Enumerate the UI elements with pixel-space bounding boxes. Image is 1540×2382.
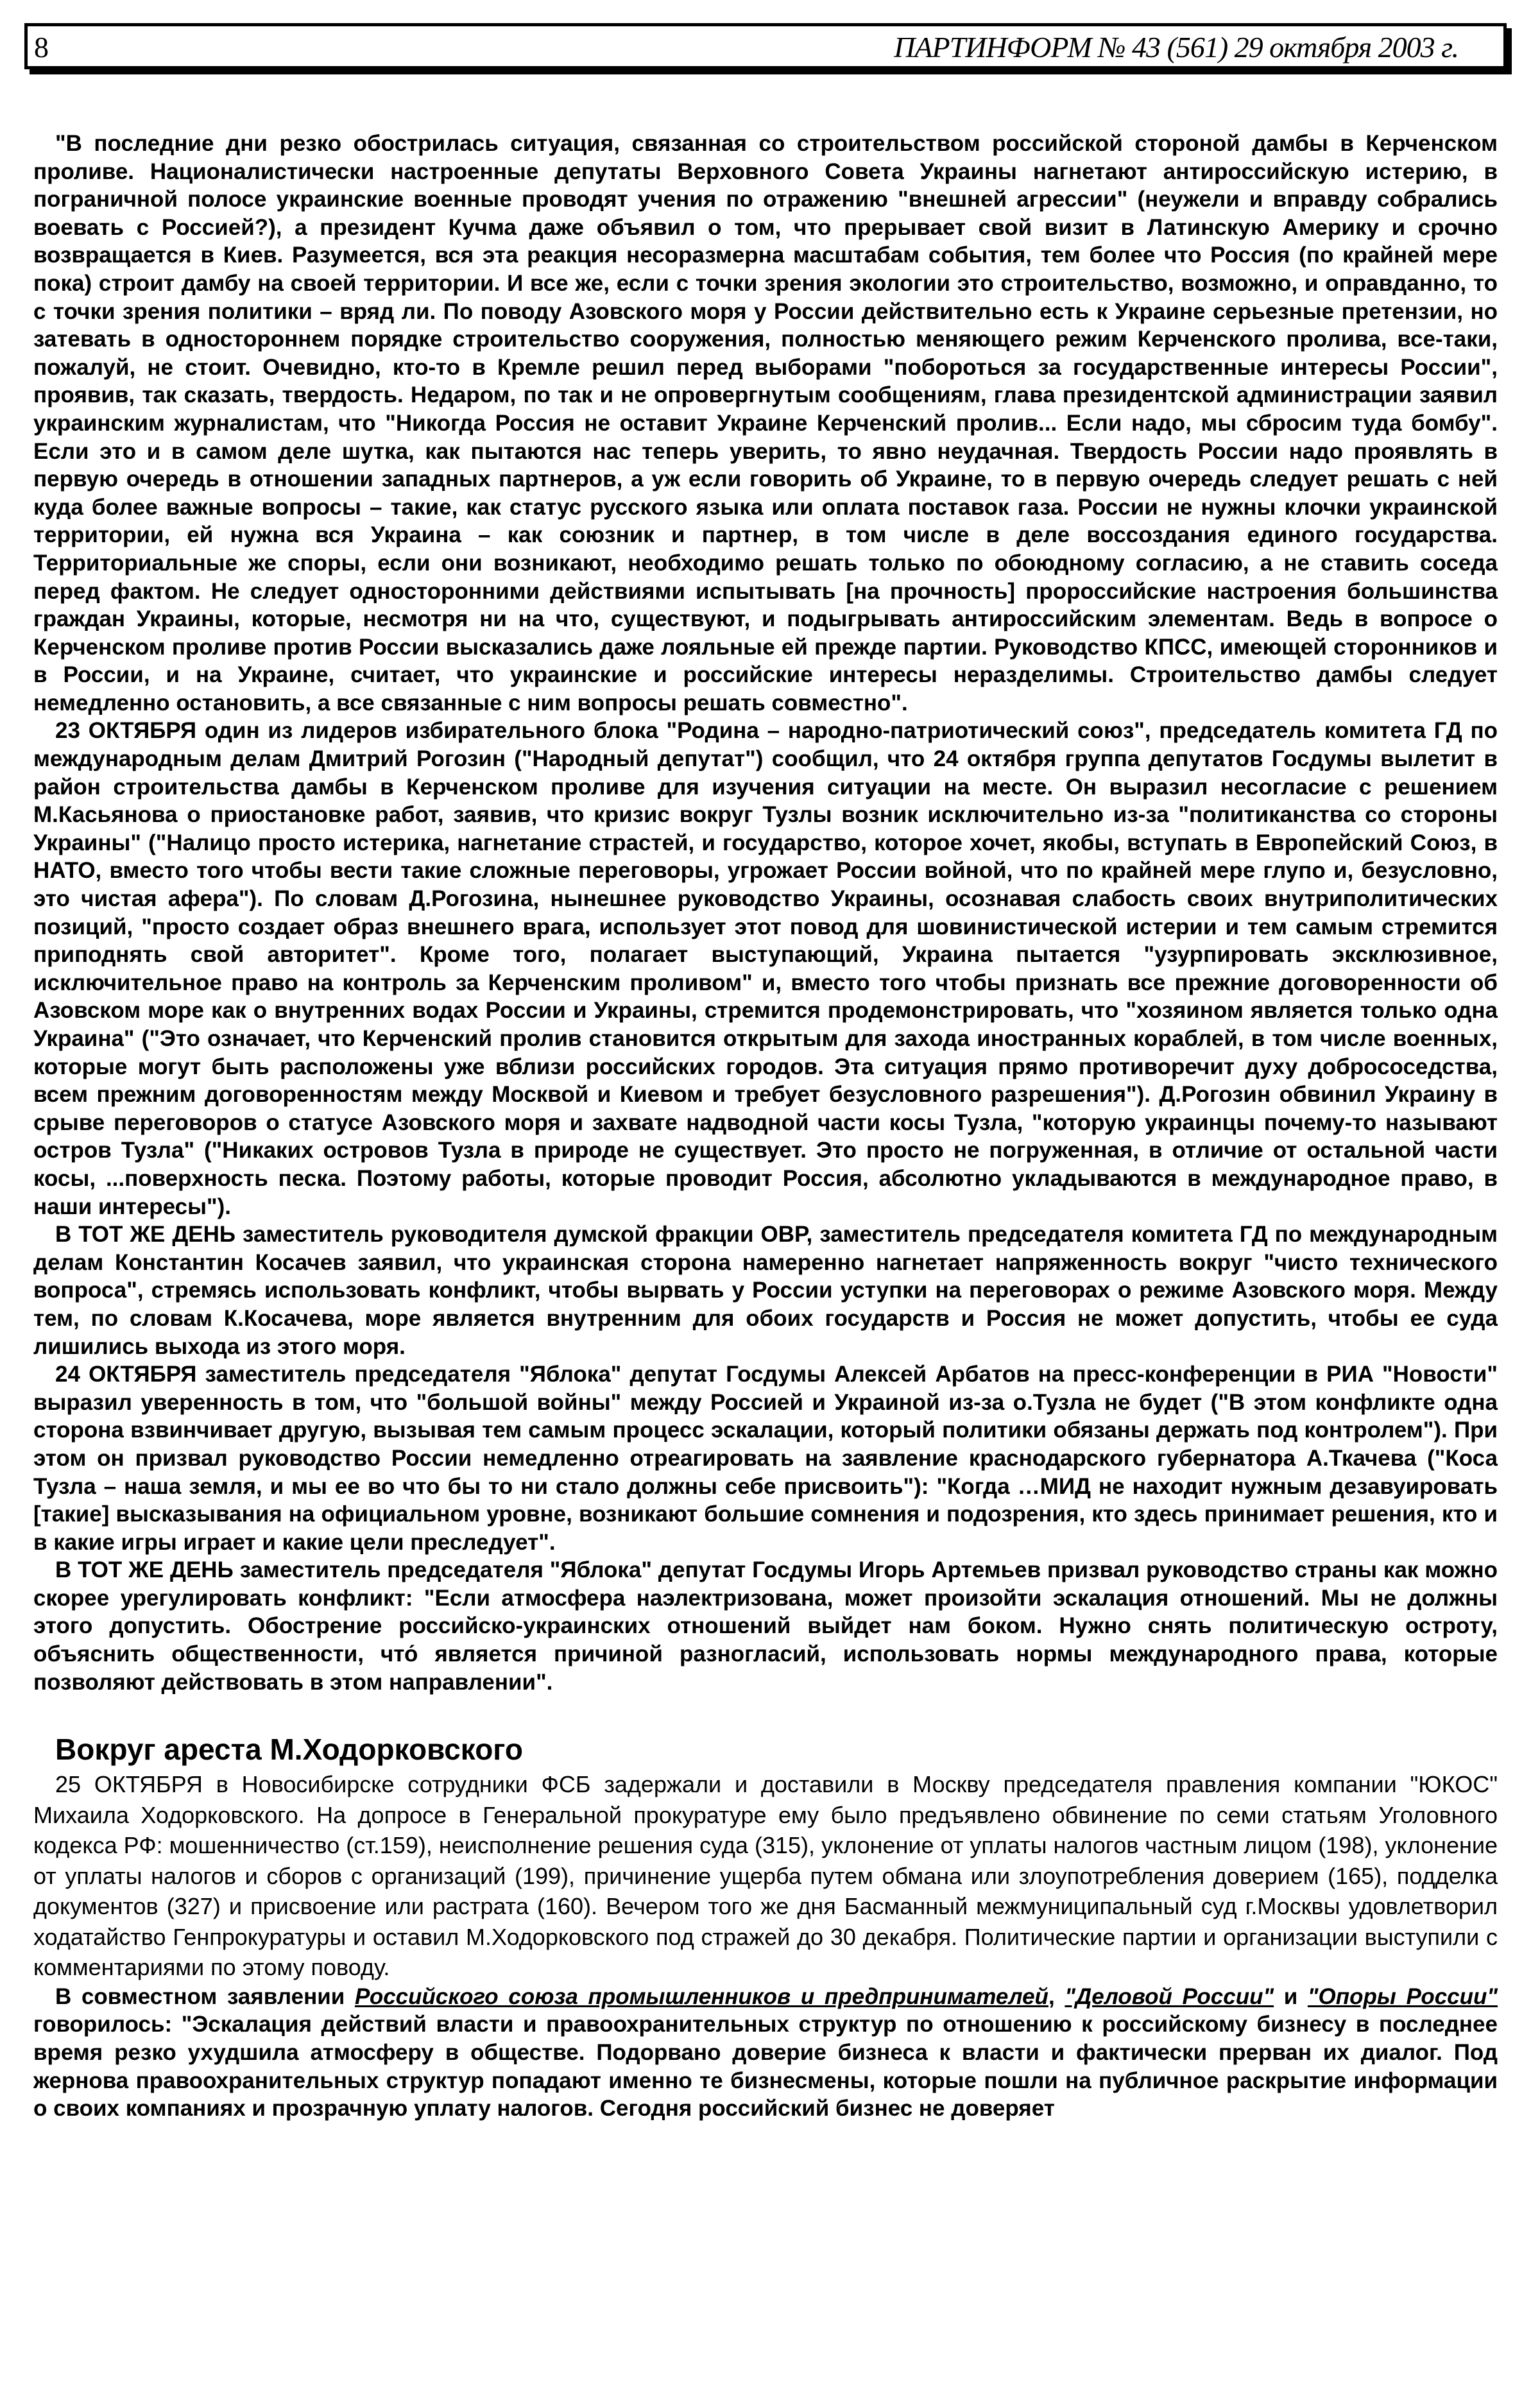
- tuzla-section: [33, 130, 1498, 1696]
- paragraph: 24 ОКТЯБРЯ заместитель председателя "Яблока" депутат Госдумы Алексей Арбатов на пресс-конференции в РИА "Новости" выразил уверенность в том, что "большой войны" между Россией и Украиной из-за о.Тузла не будет ("В этом конфликте одна сторона взвинчивает другую, вызывая тем самым процесс эскалации, который политики обязаны держать под контролем"). При этом он призвал руководство России немедленно отреагировать на заявление краснодарского губернатора А.Ткачева ("Коса Тузла – наша земля, и мы ее во что бы то ни стало должны себе присвоить"): "Когда …МИД не находит нужным дезавуировать [такие] высказывания на официальном уровне, возникают большие сомнения и подозрения, кто здесь принимает решения, кто и в какие игры играет и какие цели преследует".: [33, 1362, 1498, 1555]
- paragraph: "В последние дни резко обострилась ситуация, связанная со строительством российской стороной дамбы в Керченском проливе. Националистически настроенные депутаты Верховного Совета Украины нагнетают антироссийскую истерию, в пограничной полосе украинские военные проводят учения по отражению "внешней агрессии" (неужели и вправду собрались воевать с Россией?), а президент Кучма даже объявил о том, что прерывает свой визит в Латинскую Америку и срочно возвращается в Киев. Разумеется, вся эта реакция несоразмерна масштабам события, тем более что Россия (по крайней мере пока) строит дамбу на своей территории. И все же, если с точки зрения экологии это строительство, возможно, и оправданно, то с точки зрения политики – вряд ли. По поводу Азовского моря у России действительно есть к Украине серьезные претензии, но затевать в одностороннем порядке строительство сооружения, полностью меняющего режим Керченского пролива, все-таки, пожалуй, не стоит. Очевидно, кто-то в Кремле решил перед выборами "побороться за государственные интересы России", проявив, так сказать, твердость. Недаром, по так и не опровергнутым сообщениям, глава президентской администрации заявил украинским журналистам, что "Никогда Россия не оставит Украине Керченский пролив... Если надо, мы сбросим туда бомбу". Если это и в самом деле шутка, как пытаются нас теперь уверить, то явно неудачная. Твердость России надо проявлять в первую очередь в отношении западных партнеров, а уж если говорить об Украине, то в первую очередь следует решать с ней куда более важные вопросы – такие, как статус русского языка или оплата поставок газа. России не нужны клочки украинской территории, ей нужна вся Украина – как союзник и партнер, в том числе в деле воссоздания единого государства. Территориальные же споры, если они возникают, необходимо решать только по обоюдному согласию, а не ставить соседа перед фактом. Не следует односторонними действиями испытывать [на прочность] пророссийские настроения большинства граждан Украины, которые, несмотря ни на что, существуют, и подыгрывать антироссийским элементам. Ведь в вопросе о Керченском проливе против России высказались даже лояльные ей прежде партии. Руководство КПСС, имеющей сторонников и в России, и на Украине, считает, что украинские и российские интересы неразделимы. Строительство дамбы следует немедленно остановить, а все связанные с ним вопросы решать совместно".: [33, 131, 1498, 715]
- paragraph: 25 ОКТЯБРЯ в Новосибирске сотрудники ФСБ задержали и доставили в Москву председателя правления компании "ЮКОС" Михаила Ходорковского. На допросе в Генеральной прокуратуре ему было предъявлено обвинение по семи статьям Уголовного кодекса РФ: мошенничество (ст.159), неисполнение решения суда (315), уклонение от уплаты налогов частным лицом (198), уклонение от уплаты налогов и сборов с организаций (199), причинение ущерба путем обмана или злоупотребления доверием (165), подделка документов (327) и присвоение или растрата (160). Вечером того же дня Басманный межмуниципальный суд г.Москвы удовлетворил ходатайство Генпрокуратуры и оставил М.Ходорковского под стражей до 30 декабря. Политические партии и организации выступили с комментариями по этому поводу.: [33, 1771, 1498, 1981]
- issue-title: ПАРТИНФОРМ № 43 (561) 29 октября 2003 г.: [894, 31, 1459, 64]
- paragraph: 23 ОКТЯБРЯ один из лидеров избирательного блока "Родина – народно-патриотический союз", председатель комитета ГД по международным делам Дмитрий Рогозин ("Народный депутат") сообщил, что 24 октября группа депутатов Госдумы вылетит в район строительства дамбы в Керченском проливе для изучения ситуации на месте. Он выразил несогласие с решением М.Касьянова о приостановке работ, заявив, что кризис вокруг Тузлы возник исключительно из-за "политиканства со стороны Украины" ("Налицо просто истерика, нагнетание страстей, и государство, которое хочет, якобы, вступать в Европейский Союз, в НАТО, вместо того чтобы вести такие сложные переговоры, угрожает России войной, что по крайней мере глупо и, безусловно, это чистая афера"). По словам Д.Рогозина, нынешнее руководство Украины, осознавая слабость своих внутриполитических позиций, "просто создает образ внешнего врага, использует этот повод для шовинистической истерии и тем самым стремится приподнять свой авторитет". Кроме того, полагает выступающий, Украина пытается "узурпировать эксклюзивное, исключительное право на контроль за Керченским проливом" и, вместо того чтобы признать все прежние договоренности об Азовском море как о внутренних водах России и Украины, стремится продемонстрировать, что "хозяином является только одна Украина" ("Это означает, что Керченский пролив становится открытым для захода иностранных кораблей, в том числе военных, которые могут быть расположены уже вблизи российских городов. Эта ситуация прямо противоречит духу добрососедства, всем прежним договоренностям между Москвой и Киевом и требует безусловного разрешения"). Д.Рогозин обвинил Украину в срыве переговоров о статусе Азовского моря и захвате надводной части косы Тузла, "которую украинцы почему-то называют остров Тузла" ("Никаких островов Тузла в природе не существует. Это просто не погруженная, в отличие от остальной части косы, ...поверхность песка. Поэтому работы, которые проводит Россия, абсолютно укладываются в международное право, в наши интересы").: [33, 718, 1498, 1219]
- paragraph: В ТОТ ЖЕ ДЕНЬ заместитель руководителя думской фракции ОВР, заместитель председателя комитета ГД по международным делам Константин Косачев заявил, что украинская сторона намеренно нагнетает напряженность вокруг "чисто технического вопроса", стремясь использовать конфликт, чтобы вырвать у России уступки на переговорах о режиме Азовского моря. Между тем, по словам К.Косачева, море является внутренним для обоих государств и Россия не может допустить, чтобы ее суда лишились выхода из этого моря.: [33, 1222, 1498, 1359]
- link-delovaya-rossiya[interactable]: "Деловой России": [1065, 1984, 1274, 2009]
- khodorkovsky-section: [33, 1769, 1498, 2122]
- paragraph: [33, 1983, 1498, 2123]
- article-content: [33, 130, 1498, 2123]
- page-number: 8: [34, 31, 49, 64]
- text: говорилось: "Эскалация действий власти и правоохранительных структур по отношению к российскому бизнесу в последнее время резко ухудшила атмосферу в обществе. Подорвано доверие бизнеса к власти и фактически прерван их диалог. Под жернова правоохранительных структур попадают именно те бизнесмены, которые пошли на публичное раскрытие информации о своих компаниях и прозрачную уплату налогов. Сегодня российский бизнес не доверяет: [33, 2012, 1498, 2121]
- text: В совместном заявлении: [55, 1984, 355, 2009]
- text: ,: [1048, 1984, 1065, 2009]
- paragraph: В ТОТ ЖЕ ДЕНЬ заместитель председателя "Яблока" депутат Госдумы Игорь Артемьев призвал руководство страны как можно скорее урегулировать конфликт: "Если атмосфера наэлектризована, может произойти эскалация отношений. Мы не должны этого допустить. Обострение российско-украинских отношений выйдет нам боком. Нужно снять политическую остроту, объяснить общественности, что́ является причиной разногласий, использовать нормы международного права, которые позволяют действовать в этом направлении".: [33, 1557, 1498, 1695]
- section-heading: Вокруг ареста М.Ходорковского: [55, 1733, 523, 1767]
- link-rspp[interactable]: Российского союза промышленников и предпринимателей: [354, 1984, 1048, 2009]
- text: и: [1274, 1984, 1308, 2009]
- link-opora-rossii[interactable]: "Опоры России": [1307, 1984, 1498, 2009]
- page-header: [24, 23, 1507, 69]
